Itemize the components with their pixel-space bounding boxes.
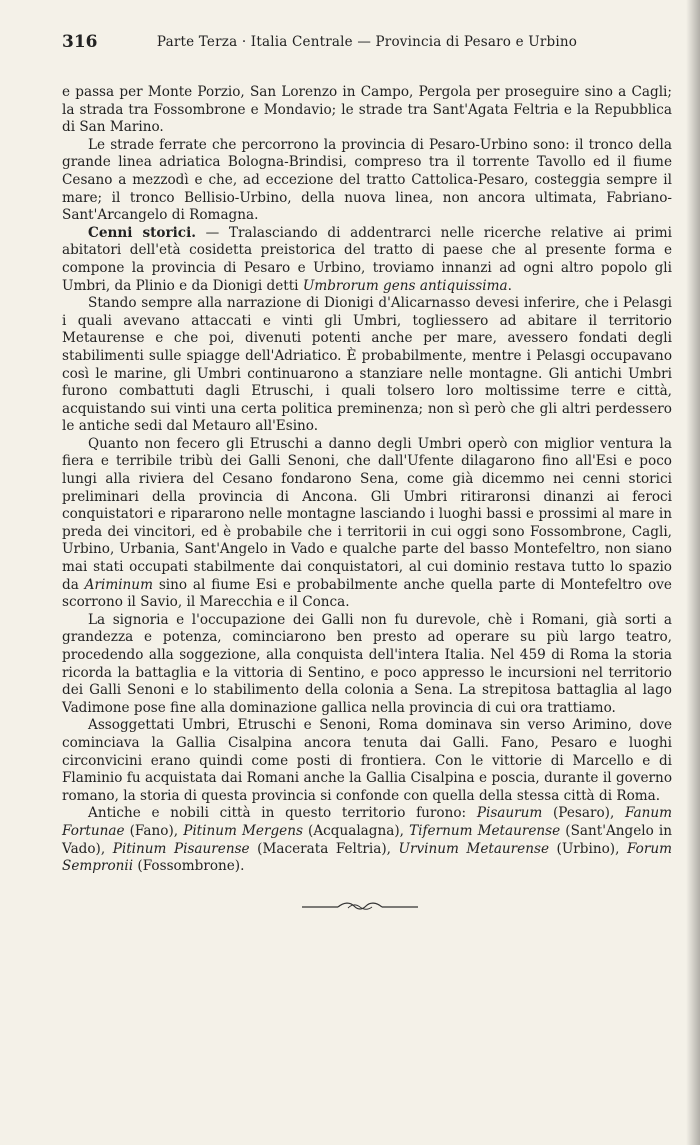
paragraph-5-part-b: sino al fiume Esi e probabilmente anche quella parte di Montefeltro ove scorrono il Savio, il Marecchia e il Conca.	[62, 576, 672, 611]
paragraph-6: La signoria e l'occupazione dei Galli non fu durevole, chè i Romani, già sorti a grandezza e potenza, cominciarono ben presto ad operare su più largo teatro, procedendo alla soggezione, alla conquista dell'intera Italia. Nel 459 di Roma la storia ricorda la battaglia e la vittoria di Sentino, e poco appresso le incursioni nel territorio dei Galli Senoni e lo stabilimento della colonia a Sena. La strepitosa battaglia al lago Vadimone pose fine alla dominazione gallica nella provincia di cui ora trattiamo.	[62, 611, 672, 716]
latin-place-1: Pisaurum	[476, 805, 543, 822]
latin-place-5: Pitinum Pisaurense	[112, 840, 250, 857]
paragraph-8-part-b: (Pesaro),	[542, 805, 625, 822]
latin-place-3: Pitinum Mergens	[183, 822, 303, 839]
paragraph-4: Stando sempre alla narrazione di Dionigi d'Alicarnasso devesi inferire, che i Pelasgi i quali avevano attaccati e vinti gli Umbri, togliessero ad abitare il territorio Metaurense e che poi, divenuti potenti anche per mare, avessero fondati degli stabilimenti sulle spiagge dell'Adriatico. È probabilmente, mentre i Pelasgi occupavano così le marine, gli Umbri continuarono a stanziare nelle montagne. Gli antichi Umbri furono combattuti dagli Etruschi, i quali tolsero loro moltissime terre e città, acquistando sui vinti una certa politica preminenza; non sì però che gli altri perdessero le antiche sedi dal Metauro all'Esino.	[62, 295, 672, 435]
latin-place-2: Fanum Fortunae	[62, 805, 672, 839]
swash-divider-icon	[300, 898, 420, 914]
page-number: 316	[62, 32, 98, 52]
body-text	[62, 84, 672, 876]
paragraph-3-end: .	[507, 277, 512, 294]
paragraph-5	[62, 436, 672, 612]
latin-place-ariminum: Ariminum	[84, 576, 153, 593]
swash-divider-icon-svg	[300, 898, 420, 914]
latin-place-7: Forum Sempronii	[62, 840, 672, 875]
paragraph-5-part-a: Quanto non fecero gli Etruschi a danno degli Umbri operò con miglior ventura la fiera e terribile tribù dei Galli Senoni, che dall'Ufente dilagarono fino all'Esi e poco lungi alla riviera del Cesano fondarono Sena, come già dicemmo nei cenni storici preliminari della provincia di Ancona. Gli Umbri ritiraronsi dinanzi ai feroci conquistatori e ripararono nelle montagne lasciando i luoghi bassi e prossimi al mare in preda dei vincitori, ed è probabile che i territorii in cui oggi sono Fossombrone, Cagli, Urbino, Urbania, Sant'Angelo in Vado e qualche parte del basso Montefeltro, non siano mai stati occupati stabilmente dai conquistatori, al cui dominio restava tutto lo spazio da	[62, 435, 672, 593]
paragraph-8-part-a: Antiche e nobili città in questo territorio furono:	[88, 805, 477, 822]
paragraph-8-part-f: (Macerata Feltria),	[249, 840, 399, 857]
paragraph-8-part-e: (Sant'Angelo in Vado),	[62, 822, 672, 857]
section-heading: Cenni storici.	[88, 224, 196, 241]
running-title: Parte Terza · Italia Centrale — Provincia di Pesaro e Urbino	[156, 34, 578, 50]
latin-place-4: Tifernum Metaurense	[409, 822, 561, 839]
latin-place-6: Urvinum Metaurense	[398, 840, 550, 857]
latin-quote: Umbrorum gens antiquissima	[302, 277, 508, 294]
page-header	[62, 32, 672, 56]
paragraph-3	[62, 225, 672, 295]
paragraph-2: Le strade ferrate che percorrono la provincia di Pesaro-Urbino sono: il tronco della grande linea adriatica Bologna-Brindisi, compreso tra il torrente Tavollo ed il fiume Cesano a mezzodì e che, ad eccezione del tratto Cattolica-Pesaro, costeggia sempre il mare; il tronco Bellisio-Urbino, della nuova linea, non ancora ultimata, Fabriano-Sant'Arcangelo di Romagna.	[62, 136, 672, 224]
paragraph-8-part-g: (Urbino),	[549, 840, 627, 857]
page-edge-shadow	[686, 0, 700, 1145]
paragraph-7: Assoggettati Umbri, Etruschi e Senoni, Roma dominava sin verso Arimino, dove cominciava la Gallia Cisalpina ancora tenuta dai Galli. Fano, Pesaro e luoghi circonvicini erano quindi come posti di frontiera. Con le vittorie di Marcello e di Flaminio fu acquistata dai Romani anche la Gallia Cisalpina e poscia, durante il governo romano, la storia di questa provincia si confonde con quella della stessa città di Roma.	[62, 717, 672, 804]
paragraph-8-part-h: (Fossombrone).	[133, 858, 245, 875]
paragraph-8-part-c: (Fano),	[124, 822, 184, 839]
paragraph-8	[62, 805, 672, 875]
paragraph-3-text: — Tralasciando di addentrarci nelle ricerche relative ai primi abitatori dell'età cosidetta preistorica del tratto di paese che al presente forma e compone la provincia di Pesaro e Urbino, troviamo innanzi ad ogni altro popolo gli Umbri, da Plinio e da Dionigi detti	[62, 224, 672, 294]
paragraph-1: e passa per Monte Porzio, San Lorenzo in Campo, Pergola per proseguire sino a Cagli; la strada tra Fossombrone e Mondavio; le strade tra Sant'Agata Feltria e la Repubblica di San Marino.	[62, 84, 672, 136]
paragraph-8-part-d: (Acqualagna),	[302, 822, 410, 839]
